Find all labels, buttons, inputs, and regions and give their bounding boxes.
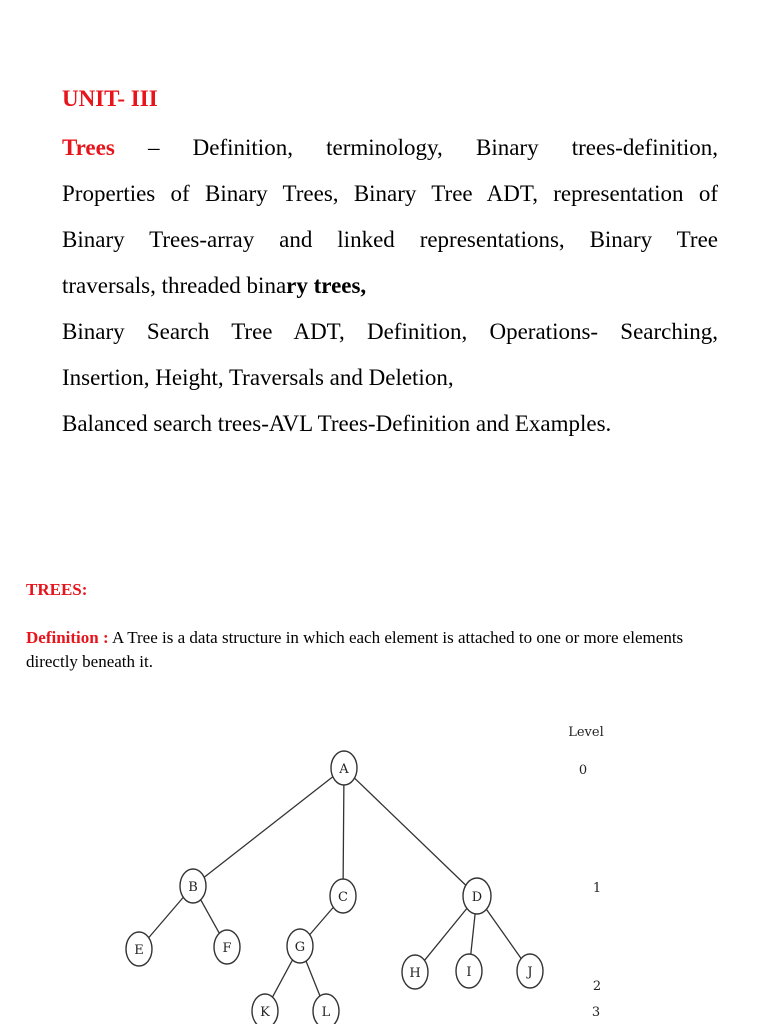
node-label: G xyxy=(294,940,306,955)
tree-node-D xyxy=(463,878,491,914)
syllabus-line-4 xyxy=(62,263,718,309)
tree-nodes xyxy=(126,751,543,1024)
tree-node-H xyxy=(402,955,428,989)
node-label: C xyxy=(338,890,348,905)
definition-label: Definition : xyxy=(26,628,109,647)
level-number-0: 0 xyxy=(578,763,588,778)
definition-text: A Tree is a data structure in which each element is attached to one or more elements directly beneath it. xyxy=(26,628,684,671)
node-label: H xyxy=(409,966,421,981)
edge-G-L xyxy=(305,959,321,998)
edge-A-B xyxy=(204,777,333,878)
tree-diagram xyxy=(0,700,768,1024)
syllabus-line-1 xyxy=(62,125,718,171)
edge-D-H xyxy=(424,908,468,962)
node-label: B xyxy=(188,880,198,895)
tree-node-E xyxy=(126,932,152,966)
edge-D-I xyxy=(470,911,475,957)
node-label: A xyxy=(339,762,349,777)
syllabus-line-1-text: Definition, terminology, Binary trees-definition, xyxy=(192,135,719,160)
edge-B-E xyxy=(148,897,184,939)
level-number-1: 1 xyxy=(592,881,602,896)
balanced-line: Balanced search trees-AVL Trees-Definition and Examples. xyxy=(62,411,612,436)
node-label: K xyxy=(260,1005,270,1020)
node-label: J xyxy=(527,965,533,980)
syllabus-line-4-bold: ry trees, xyxy=(286,273,367,298)
syllabus-body xyxy=(62,125,718,447)
node-label: L xyxy=(321,1005,331,1020)
tree-node-J xyxy=(517,954,543,988)
definition-paragraph xyxy=(26,626,726,674)
tree-node-A xyxy=(331,751,357,785)
bst-line-2: Insertion, Height, Traversals and Deletion, xyxy=(62,365,454,390)
syllabus-line-4-text: traversals, threaded bina xyxy=(62,273,287,298)
node-label: I xyxy=(466,965,472,980)
trees-label: Trees xyxy=(62,135,115,160)
level-header: Level xyxy=(568,725,604,740)
syllabus-line-3: Binary Trees-array and linked representations, Binary Tree xyxy=(62,227,718,252)
edge-G-K xyxy=(272,958,294,998)
level-column xyxy=(568,725,604,1020)
syllabus-line-2: Properties of Binary Trees, Binary Tree ADT, representation of xyxy=(62,181,718,206)
tree-node-K xyxy=(252,994,278,1024)
tree-node-B xyxy=(180,869,206,903)
tree-node-L xyxy=(313,994,339,1024)
edge-C-G xyxy=(309,907,334,936)
edge-A-D xyxy=(354,778,466,886)
unit-title: UNIT- III xyxy=(62,86,158,111)
tree-node-F xyxy=(214,930,240,964)
edge-B-F xyxy=(200,898,220,935)
level-number-2: 2 xyxy=(592,979,602,994)
tree-node-G xyxy=(287,929,313,963)
edge-D-J xyxy=(486,908,522,959)
node-label: D xyxy=(471,890,483,905)
trees-heading: TREES: xyxy=(26,580,88,599)
bst-line-1: Binary Search Tree ADT, Definition, Operations- Searching, xyxy=(62,319,718,344)
node-label: E xyxy=(134,943,144,958)
tree-node-I xyxy=(456,954,482,988)
tree-node-C xyxy=(330,879,356,913)
dash: – xyxy=(114,135,193,160)
edge-A-C xyxy=(343,782,344,882)
level-number-3: 3 xyxy=(591,1005,601,1020)
node-label: F xyxy=(222,941,232,956)
